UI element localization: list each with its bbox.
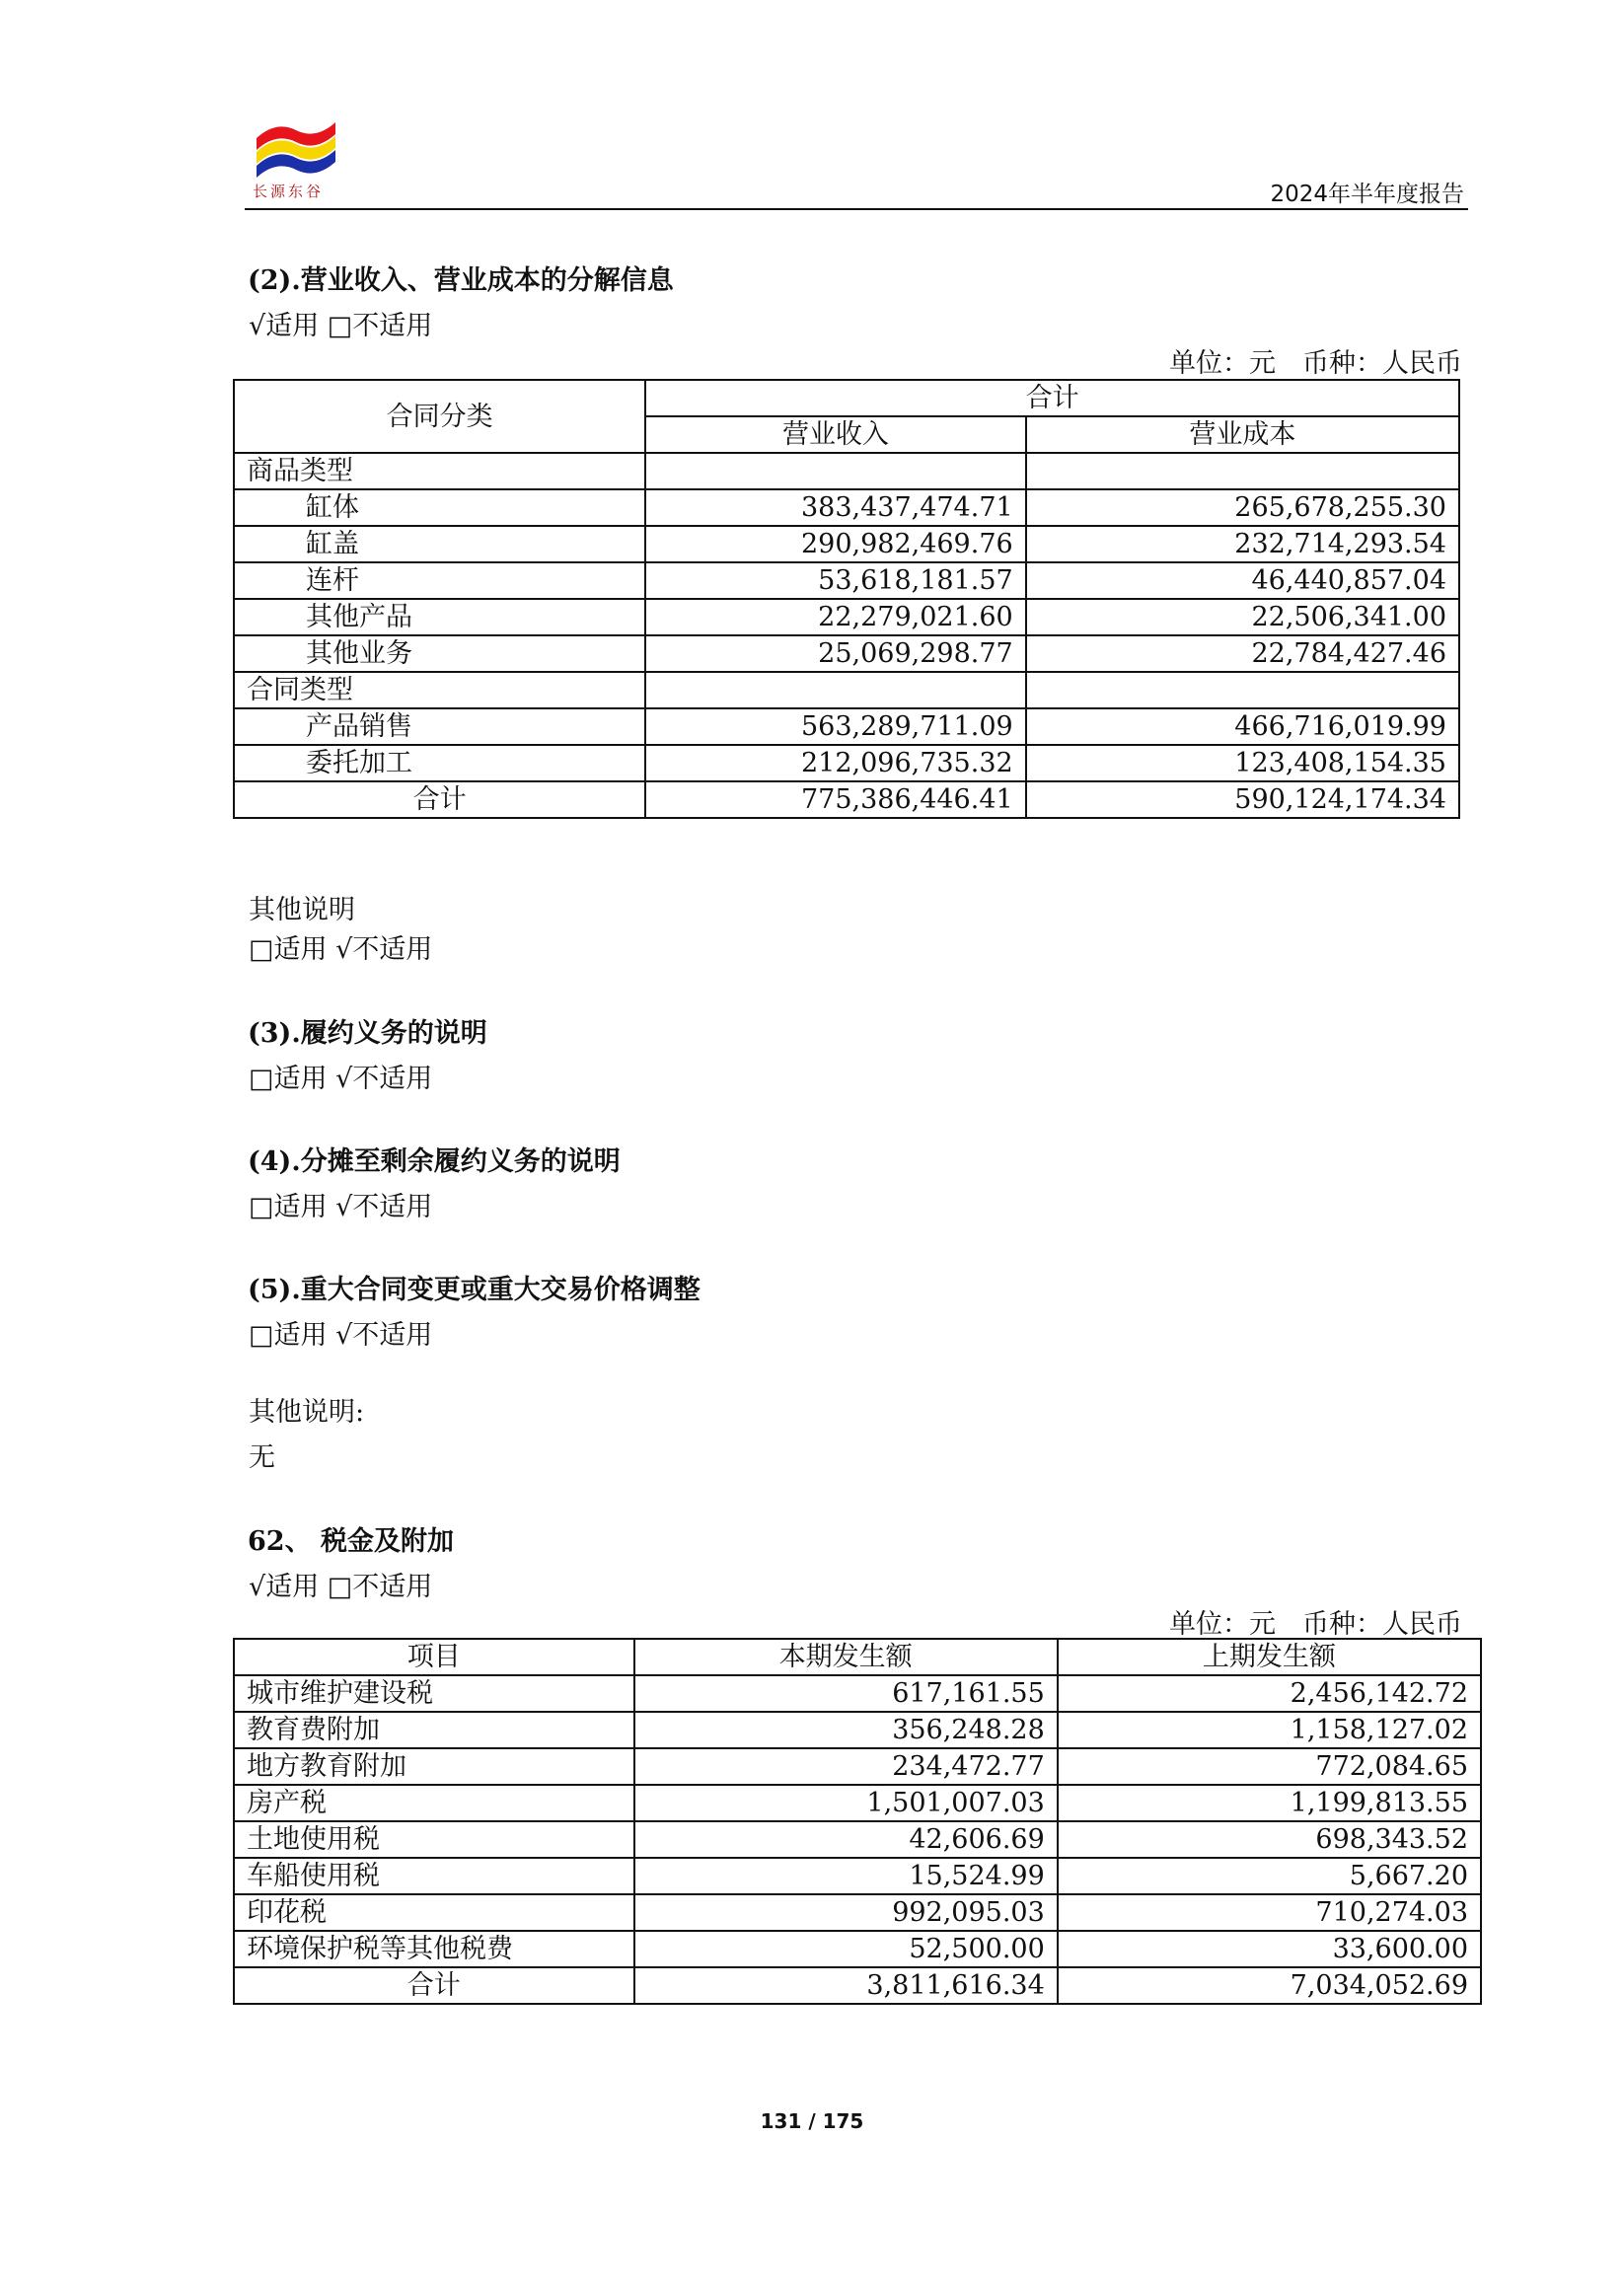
prior-cell: 2,456,142.72 bbox=[1058, 1675, 1481, 1712]
table-total-row bbox=[234, 1967, 1481, 2004]
col-header-prior: 上期发生额 bbox=[1058, 1639, 1481, 1675]
revenue-cell: 25,069,298.77 bbox=[645, 635, 1025, 672]
table-row bbox=[234, 635, 1459, 672]
item-cell: 合计 bbox=[234, 1967, 634, 2004]
prior-cell: 698,343.52 bbox=[1058, 1821, 1481, 1858]
table-row bbox=[234, 453, 1459, 489]
col-header-current: 本期发生额 bbox=[634, 1639, 1058, 1675]
section-3-applicability: □适用 √不适用 bbox=[249, 1064, 433, 1094]
table-row bbox=[234, 708, 1459, 745]
company-logo-icon bbox=[255, 116, 337, 178]
revenue-cell: 383,437,474.71 bbox=[645, 489, 1025, 526]
row-group-label: 合同类型 bbox=[234, 672, 645, 708]
cost-cell: 22,506,341.00 bbox=[1026, 599, 1459, 635]
section-5-heading: (5).重大合同变更或重大交易价格调整 bbox=[248, 1275, 701, 1305]
prior-cell: 33,600.00 bbox=[1058, 1931, 1481, 1967]
section-62-unit: 单位：元 币种：人民币 bbox=[1169, 1609, 1462, 1640]
row-label: 产品销售 bbox=[234, 708, 645, 745]
prior-cell: 7,034,052.69 bbox=[1058, 1967, 1481, 2004]
prior-cell: 5,667.20 bbox=[1058, 1858, 1481, 1894]
report-title: 2024年半年度报告 bbox=[1270, 182, 1464, 207]
section-62-applicability: √适用 □不适用 bbox=[249, 1572, 433, 1602]
row-label: 连杆 bbox=[234, 562, 645, 599]
table-row bbox=[234, 1858, 1481, 1894]
section-4-heading: (4).分摊至剩余履约义务的说明 bbox=[248, 1146, 621, 1177]
cost-cell: 22,784,427.46 bbox=[1026, 635, 1459, 672]
logo-text: 长源东谷 bbox=[253, 183, 325, 200]
table-row bbox=[234, 489, 1459, 526]
current-cell: 1,501,007.03 bbox=[634, 1785, 1058, 1821]
table-row bbox=[234, 1894, 1481, 1931]
table-total-row bbox=[234, 781, 1459, 818]
revenue-cost-table bbox=[233, 379, 1460, 819]
item-cell: 环境保护税等其他税费 bbox=[234, 1931, 634, 1967]
table-row bbox=[234, 1931, 1481, 1967]
other-note-2-label: 其他说明: bbox=[249, 1397, 365, 1428]
section-4-applicability: □适用 √不适用 bbox=[249, 1192, 433, 1222]
table-row bbox=[234, 562, 1459, 599]
item-cell: 城市维护建设税 bbox=[234, 1675, 634, 1712]
row-label: 其他业务 bbox=[234, 635, 645, 672]
row-label: 缸体 bbox=[234, 489, 645, 526]
revenue-cell: 212,096,735.32 bbox=[645, 745, 1025, 781]
prior-cell: 772,084.65 bbox=[1058, 1748, 1481, 1785]
current-cell: 234,472.77 bbox=[634, 1748, 1058, 1785]
col-header-item: 项目 bbox=[234, 1639, 634, 1675]
row-label: 合计 bbox=[234, 781, 645, 818]
col-header-revenue: 营业收入 bbox=[645, 416, 1025, 453]
table-row bbox=[234, 1748, 1481, 1785]
prior-cell: 1,199,813.55 bbox=[1058, 1785, 1481, 1821]
item-cell: 土地使用税 bbox=[234, 1821, 634, 1858]
item-cell: 地方教育附加 bbox=[234, 1748, 634, 1785]
other-note-2-value: 无 bbox=[249, 1442, 275, 1473]
cost-cell bbox=[1026, 453, 1459, 489]
current-cell: 617,161.55 bbox=[634, 1675, 1058, 1712]
header-divider bbox=[245, 208, 1468, 210]
revenue-cell: 53,618,181.57 bbox=[645, 562, 1025, 599]
section-62-heading: 62、 税金及附加 bbox=[248, 1526, 454, 1557]
section-2-applicability: √适用 □不适用 bbox=[249, 311, 433, 341]
revenue-cell bbox=[645, 672, 1025, 708]
other-note-1-applicability: □适用 √不适用 bbox=[249, 934, 433, 965]
col-header-category: 合同分类 bbox=[234, 380, 645, 453]
prior-cell: 1,158,127.02 bbox=[1058, 1712, 1481, 1748]
table-row bbox=[234, 526, 1459, 562]
table-row bbox=[234, 1785, 1481, 1821]
table-row bbox=[234, 1675, 1481, 1712]
table-row bbox=[234, 1821, 1481, 1858]
cost-cell: 265,678,255.30 bbox=[1026, 489, 1459, 526]
item-cell: 房产税 bbox=[234, 1785, 634, 1821]
current-cell: 42,606.69 bbox=[634, 1821, 1058, 1858]
table-row bbox=[234, 745, 1459, 781]
current-cell: 3,811,616.34 bbox=[634, 1967, 1058, 2004]
page-number: 131 / 175 bbox=[760, 2109, 864, 2133]
cost-cell: 46,440,857.04 bbox=[1026, 562, 1459, 599]
revenue-cell: 563,289,711.09 bbox=[645, 708, 1025, 745]
section-2-heading: (2).营业收入、营业成本的分解信息 bbox=[248, 265, 674, 296]
table-row bbox=[234, 672, 1459, 708]
item-cell: 车船使用税 bbox=[234, 1858, 634, 1894]
col-header-group: 合计 bbox=[645, 380, 1459, 416]
item-cell: 印花税 bbox=[234, 1894, 634, 1931]
col-header-cost: 营业成本 bbox=[1026, 416, 1459, 453]
current-cell: 992,095.03 bbox=[634, 1894, 1058, 1931]
row-label: 缸盖 bbox=[234, 526, 645, 562]
table-row bbox=[234, 1712, 1481, 1748]
cost-cell: 590,124,174.34 bbox=[1026, 781, 1459, 818]
row-label: 其他产品 bbox=[234, 599, 645, 635]
cost-cell bbox=[1026, 672, 1459, 708]
revenue-cell: 290,982,469.76 bbox=[645, 526, 1025, 562]
cost-cell: 232,714,293.54 bbox=[1026, 526, 1459, 562]
section-5-applicability: □适用 √不适用 bbox=[249, 1320, 433, 1351]
cost-cell: 123,408,154.35 bbox=[1026, 745, 1459, 781]
current-cell: 52,500.00 bbox=[634, 1931, 1058, 1967]
row-label: 委托加工 bbox=[234, 745, 645, 781]
current-cell: 356,248.28 bbox=[634, 1712, 1058, 1748]
cost-cell: 466,716,019.99 bbox=[1026, 708, 1459, 745]
current-cell: 15,524.99 bbox=[634, 1858, 1058, 1894]
section-2-unit: 单位：元 币种：人民币 bbox=[1169, 348, 1462, 379]
tax-surcharge-table bbox=[233, 1638, 1482, 2005]
item-cell: 教育费附加 bbox=[234, 1712, 634, 1748]
section-3-heading: (3).履约义务的说明 bbox=[248, 1018, 487, 1049]
revenue-cell bbox=[645, 453, 1025, 489]
table-row bbox=[234, 599, 1459, 635]
revenue-cell: 22,279,021.60 bbox=[645, 599, 1025, 635]
row-group-label: 商品类型 bbox=[234, 453, 645, 489]
other-note-1-label: 其他说明 bbox=[249, 895, 355, 925]
prior-cell: 710,274.03 bbox=[1058, 1894, 1481, 1931]
revenue-cell: 775,386,446.41 bbox=[645, 781, 1025, 818]
